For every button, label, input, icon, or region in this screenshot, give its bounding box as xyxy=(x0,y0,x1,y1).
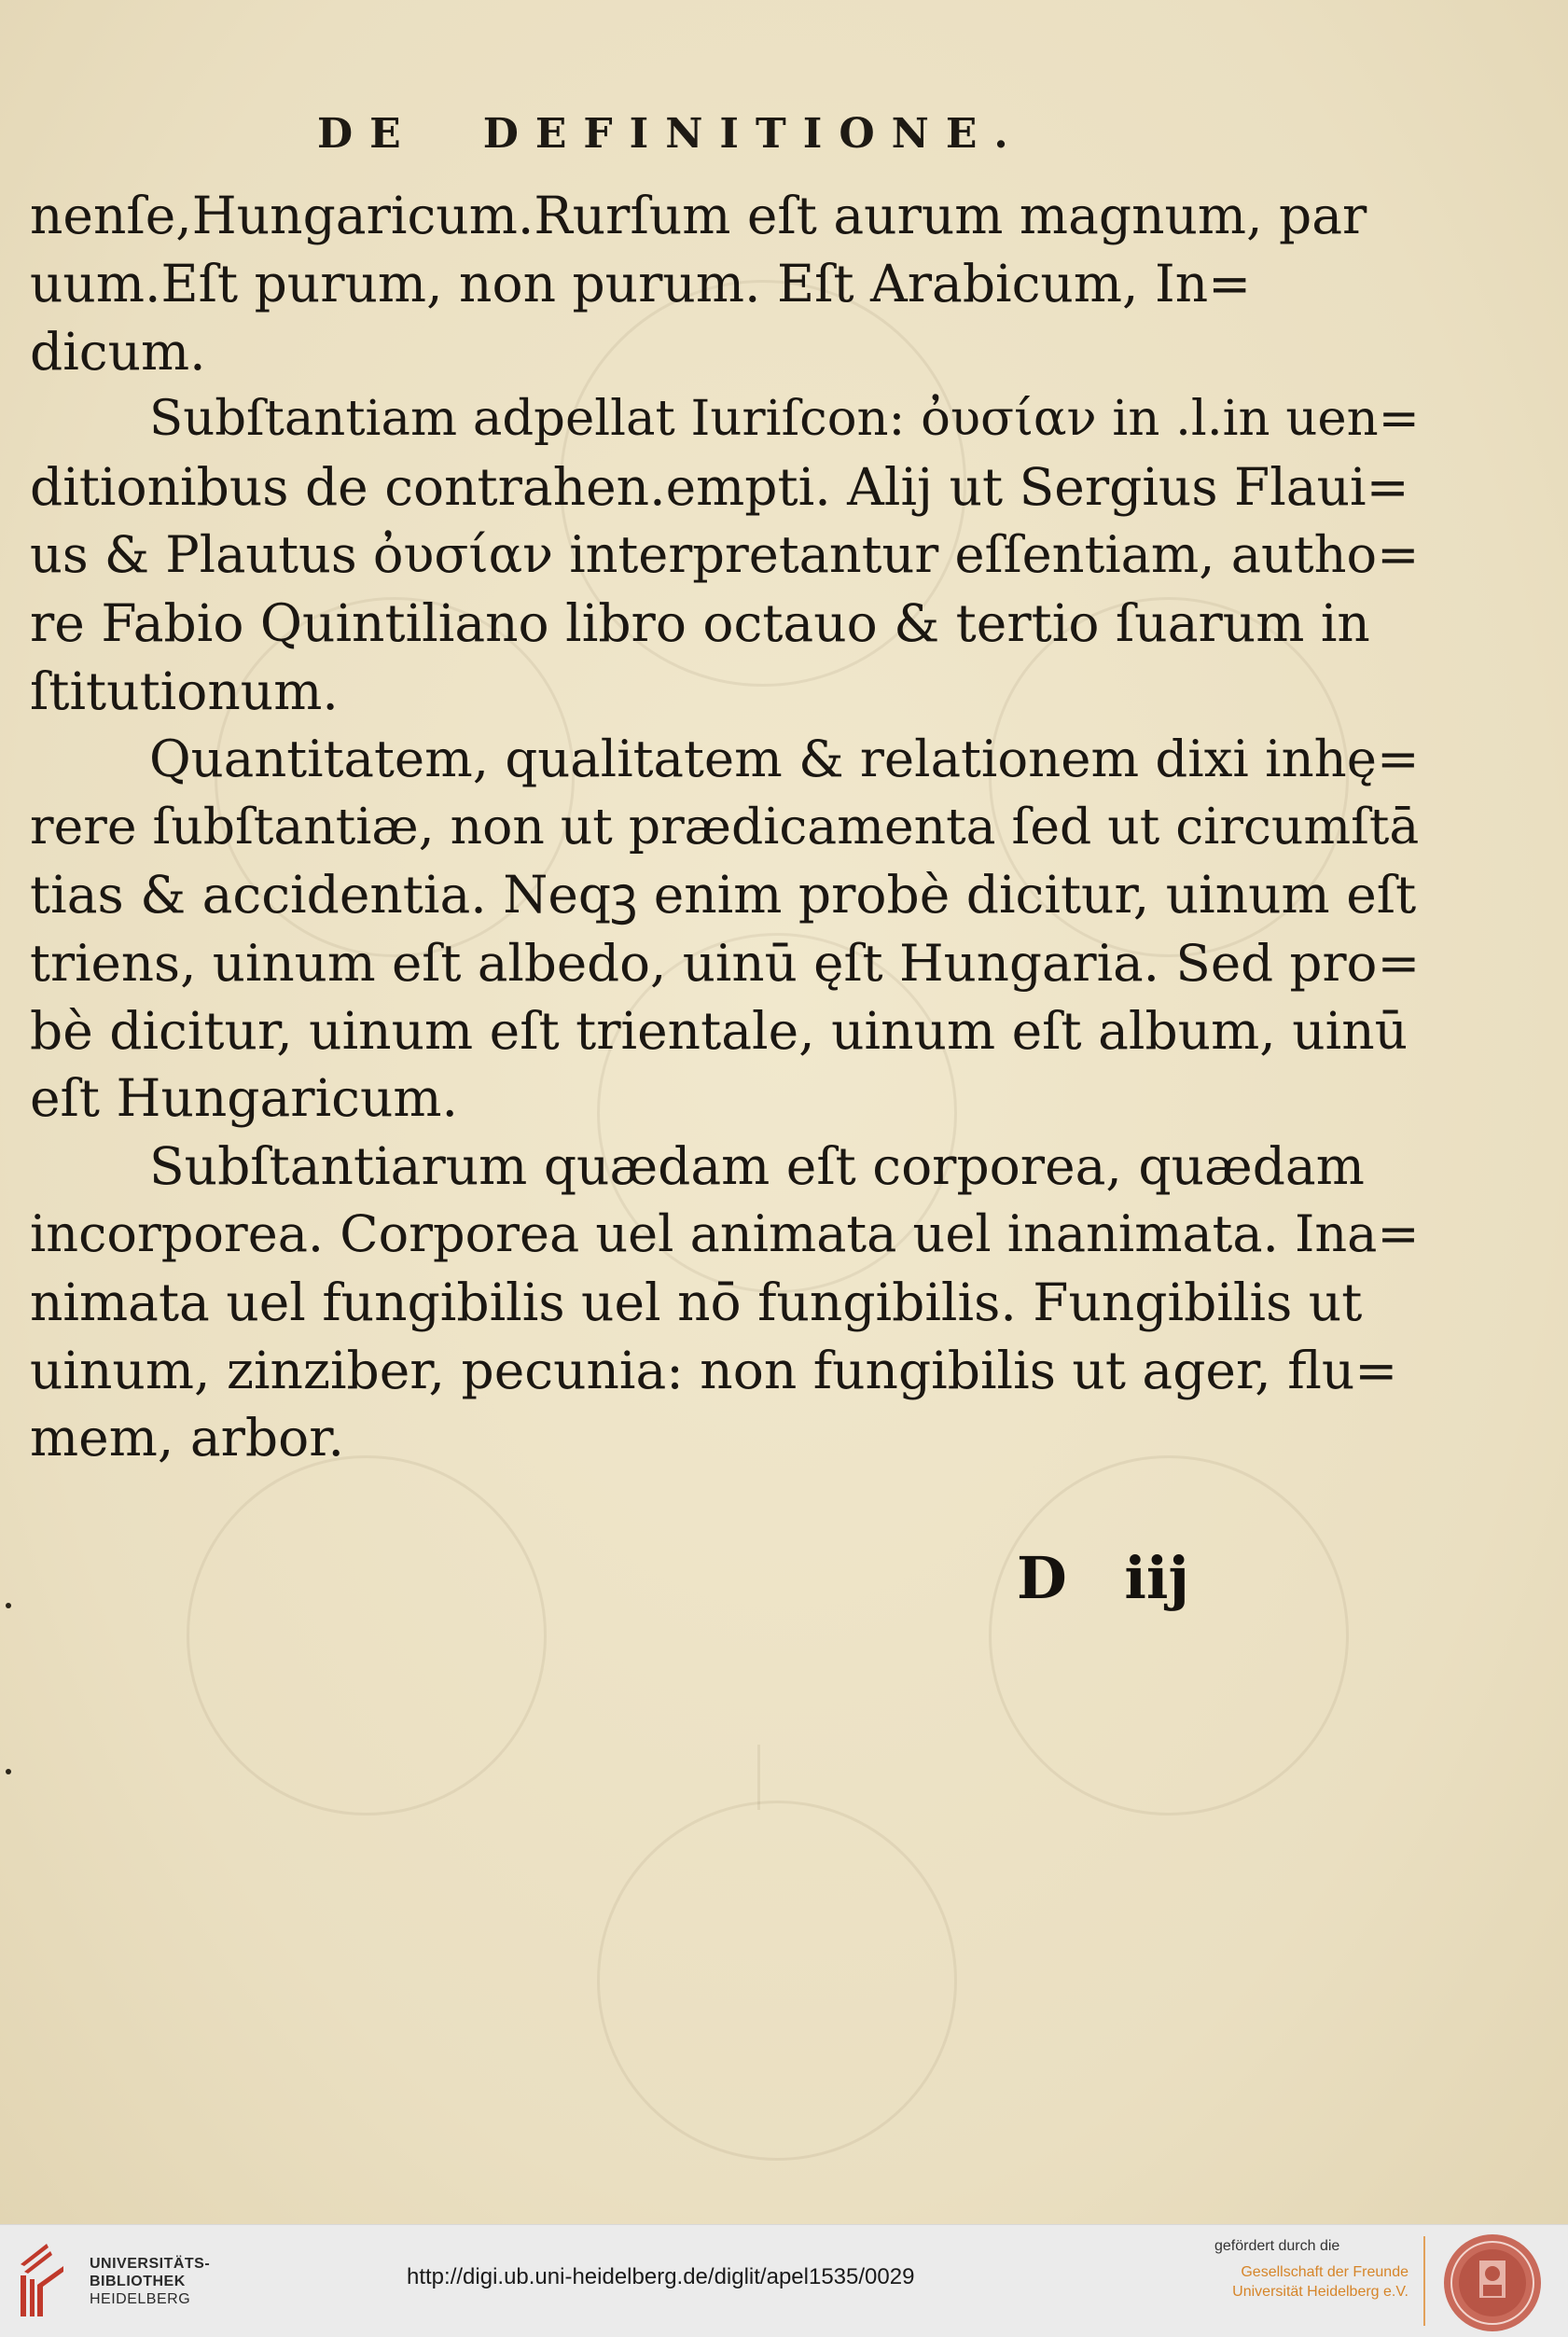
library-logo-icon xyxy=(15,2238,76,2322)
funded-by-label: gefördert durch die xyxy=(1214,2238,1340,2254)
text-line: Subſtantiarum quædam eſt corporea, quædam xyxy=(149,1136,1365,1197)
text-line: uinum, zinziber, pecunia: non fungibilis ut ager, flu= xyxy=(30,1340,1398,1400)
text-line: uum.Eſt purum, non purum. Eſt Arabicum, In= xyxy=(30,253,1252,313)
text-line: nimata uel fungibilis uel nō fungibilis. Fungibilis ut xyxy=(30,1272,1363,1332)
running-head-word: DE xyxy=(317,110,418,158)
text-line: rere ſubſtantiæ, non ut prædicamenta ſed ut circumſtā xyxy=(30,797,1420,856)
text-line: triens, uinum eſt albedo, uinū ęſt Hungaria. Sed pro= xyxy=(30,932,1421,993)
show-through-circle xyxy=(187,1455,547,1815)
text-line: ſtitutionum. xyxy=(30,661,339,721)
text-line: nenſe,Hungaricum.Rurſum eſt aurum magnum, par xyxy=(30,186,1367,245)
show-through-circle xyxy=(989,1455,1349,1815)
text-line: Subſtantiam adpellat Iuriſcon: ὀυσίαν in .l.in uen= xyxy=(149,390,1420,448)
signature-mark: D iij xyxy=(1017,1544,1189,1612)
show-through-circle xyxy=(597,1801,957,2161)
text-line: dicum. xyxy=(30,321,206,382)
margin-speck xyxy=(6,1769,11,1774)
text-line: Quantitatem, qualitatem & relationem dixi inhę= xyxy=(149,729,1420,789)
text-line: bè dicitur, uinum eſt trientale, uinum eſt album, uinū xyxy=(30,1000,1408,1061)
permalink-url[interactable]: http://digi.ub.uni-heidelberg.de/diglit/apel1535/0029 xyxy=(407,2264,915,2289)
running-head-title: DEFINITIONE. xyxy=(482,110,1025,158)
text-line: us & Plautus ὀυσίαν interpretantur eſſentiam, autho= xyxy=(30,524,1420,584)
university-seal-icon xyxy=(1442,2233,1543,2333)
footer-divider xyxy=(1423,2236,1425,2326)
margin-speck xyxy=(6,1603,11,1608)
text-line: tias & accidentia. Neqꝫ enim probè dicitur, uinum eſt xyxy=(30,864,1417,925)
show-through-line xyxy=(757,1745,760,1810)
text-line: eſt Hungaricum. xyxy=(30,1068,459,1129)
running-head xyxy=(317,110,1157,158)
text-line: re Fabio Quintiliano libro octauo & tertio ſuarum in xyxy=(30,592,1370,653)
body-text xyxy=(30,182,1420,1472)
text-line: mem, arbor. xyxy=(30,1408,344,1468)
society-name: Gesellschaft der Freunde Universität Heidelberg e.V. xyxy=(1232,2264,1408,2300)
library-name: UNIVERSITÄTS- BIBLIOTHEK HEIDELBERG xyxy=(90,2256,211,2307)
text-line: incorporea. Corporea uel animata uel inanimata. Ina= xyxy=(30,1203,1420,1263)
text-line: ditionibus de contrahen.empti. Alij ut Sergius Flaui= xyxy=(30,457,1409,518)
footer-bar xyxy=(0,2224,1568,2337)
